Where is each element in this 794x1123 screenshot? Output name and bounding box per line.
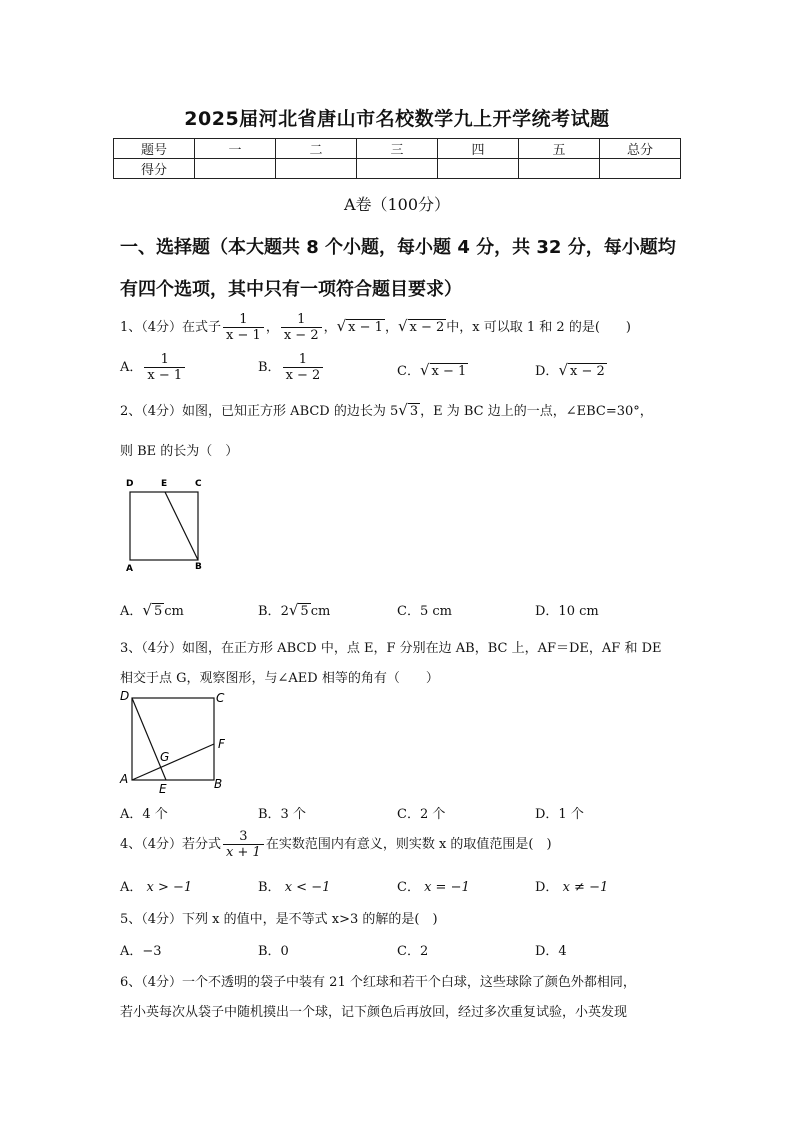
score-table-cell: 四: [438, 139, 519, 159]
q2-option-a: A．√ 5 cm: [120, 601, 184, 619]
q2-option-a-unit: cm: [164, 604, 184, 619]
volume-heading: A卷（100分）: [343, 195, 451, 214]
q5-option-a: A．−3: [120, 944, 162, 959]
q4-fraction: [223, 829, 264, 860]
q1-option-a-label: A．: [120, 360, 143, 375]
q4-den: x + 1: [223, 844, 264, 860]
q3-square: [132, 698, 214, 780]
question-6-line1: 6、（4分）一个不透明的袋子中装有 21 个红球和若干个白球，这些球除了颜色外都相同，: [120, 975, 636, 990]
q2-option-d: D．10 cm: [535, 604, 599, 619]
q1-sqrt-2: √ x − 2: [397, 317, 445, 335]
score-table-cell: 二: [276, 139, 357, 159]
q1-frac2-den: x − 2: [281, 327, 322, 343]
q1-b-num: 1: [298, 352, 308, 367]
score-table-score-row: [114, 159, 681, 179]
q1-option-a: [120, 352, 187, 383]
q1-option-d-radicand: x − 2: [570, 364, 605, 379]
q5-option-c: C．2: [397, 944, 429, 959]
q1-sqrt1-body: x − 1: [348, 320, 383, 335]
q1-option-c: C．√ x − 1: [397, 361, 467, 379]
q2-label-b: B: [195, 562, 202, 572]
q3-option-c: C．2 个: [397, 807, 446, 822]
q4-option-a-value: x > −1: [146, 880, 193, 895]
q1-option-d-label: D．: [535, 364, 559, 379]
q4-prefix: 4、（4分）若分式: [120, 837, 222, 852]
section-heading-line2: 有四个选项，其中只有一项符合题目要求）: [120, 279, 462, 300]
q4-suffix: 在实数范围内有意义，则实数 x 的取值范围是( ): [265, 837, 552, 852]
page-title: 2025届河北省唐山市名校数学九上开学统考试题: [184, 108, 610, 130]
q1-option-c-radicand: x − 1: [431, 364, 467, 379]
question-3-line2: 相交于点 G，观察图形，与∠AED 相等的角有（ ）: [120, 671, 439, 686]
score-table-empty-cell: [276, 159, 357, 179]
q4-option-b: [258, 876, 330, 895]
q4-option-a-label: A．: [120, 880, 143, 895]
score-table-empty-cell: [357, 159, 438, 179]
q5-option-d: D．4: [535, 944, 567, 959]
question-5: 5、（4分）下列 x 的值中，是不等式 x>3 的解的是( ): [120, 912, 438, 927]
q2-option-a-label: A．: [120, 604, 143, 619]
q2-option-b-radicand: 5: [300, 604, 309, 619]
q1-suffix: 中，x 可以取 1 和 2 的是( ): [446, 320, 631, 335]
q2-option-a-radicand: 5: [153, 604, 163, 619]
q4-option-a: [120, 876, 192, 895]
score-table-cell: 总分: [600, 139, 681, 159]
q2-label-e: E: [161, 479, 168, 489]
q3-segment-af: [132, 744, 214, 780]
score-table-empty-cell: [600, 159, 681, 179]
q1-option-c-label: C．: [397, 364, 420, 379]
q3-option-a: A．4 个: [120, 807, 168, 822]
section-heading-line1: 一、选择题（本大题共 8 个小题，每小题 4 分，共 32 分，每小题均: [120, 237, 676, 258]
q3-label-b: B: [214, 777, 223, 791]
q4-num: 3: [239, 829, 248, 844]
q2-option-b-coef: 2: [280, 604, 289, 619]
question-4: [120, 828, 552, 862]
score-table: [113, 138, 681, 179]
score-table-cell: 三: [357, 139, 438, 159]
q4-option-b-label: B．: [258, 880, 281, 895]
q2-text-a: 2、（4分）如图，已知正方形 ABCD 的边长为 5: [120, 404, 399, 419]
question-2-line2: 则 BE 的长为（ ）: [120, 444, 239, 459]
q1-option-a-fraction: [144, 352, 185, 383]
q4-option-d-value: x ≠ −1: [562, 880, 609, 895]
q4-option-c: [397, 876, 470, 895]
q2-label-a: A: [126, 564, 133, 574]
q3-label-f: F: [218, 737, 225, 751]
q2-label-c: C: [195, 479, 202, 489]
q1-frac1-den: x − 1: [223, 327, 264, 343]
q3-label-a: A: [120, 772, 129, 786]
q3-square-figure: [116, 688, 246, 798]
q5-option-b: B．0: [258, 944, 289, 959]
q2-label-d: D: [126, 479, 134, 489]
q1-a-den: x − 1: [144, 367, 185, 383]
score-table-empty-cell: [519, 159, 600, 179]
q1-sep: ，: [384, 320, 398, 335]
q1-fraction-2: [281, 312, 322, 343]
q1-b-den: x − 2: [283, 367, 324, 383]
score-table-cell: 一: [195, 139, 276, 159]
q2-option-c: C．5 cm: [397, 604, 452, 619]
q2-option-b-label: B．: [258, 604, 281, 619]
q1-fraction-1: [223, 312, 264, 343]
question-3-line1: 3、（4分）如图，在正方形 ABCD 中，点 E，F 分别在边 AB，BC 上，AF＝DE，AF 和 DE: [120, 641, 662, 656]
q4-option-c-label: C．: [397, 880, 420, 895]
q3-label-c: C: [216, 691, 225, 705]
q1-prefix: 1、（4分）在式子: [120, 320, 222, 335]
q2-radicand: 3: [409, 404, 419, 419]
q4-option-d-label: D．: [535, 880, 559, 895]
q2-option-b: B．2√ 5 cm: [258, 601, 331, 619]
q1-sqrt-1: √ x − 1: [336, 317, 383, 335]
q4-option-c-value: x = −1: [424, 880, 470, 895]
q1-option-b-label: B．: [258, 360, 281, 375]
q1-sqrt2-body: x − 2: [409, 320, 445, 335]
q1-option-d: D．√ x − 2: [535, 361, 605, 379]
score-table-cell: 五: [519, 139, 600, 159]
q2-segment-be: [165, 492, 198, 560]
question-6-line2: 若小英每次从袋子中随机摸出一个球，记下颜色后再放回，经过多次重复试验，小英发现: [120, 1005, 628, 1020]
q2-square: [130, 492, 198, 560]
q2-text-b: ，E 为 BC 边上的一点，∠EBC=30°，: [420, 404, 653, 419]
question-1: [120, 310, 631, 344]
q3-option-d: D．1 个: [535, 807, 584, 822]
q1-option-b-fraction: [283, 352, 324, 383]
q3-option-b: B．3 个: [258, 807, 306, 822]
score-table-empty-cell: [438, 159, 519, 179]
q1-sep: ，: [265, 320, 279, 335]
q1-sep: ，: [323, 320, 337, 335]
score-table-cell: 题号: [114, 139, 195, 159]
q1-option-b: [258, 352, 325, 383]
q1-a-num: 1: [160, 352, 169, 367]
q2-square-figure: [118, 474, 218, 574]
q4-option-b-value: x < −1: [284, 880, 331, 895]
score-table-empty-cell: [195, 159, 276, 179]
q2-option-b-unit: cm: [310, 604, 331, 619]
q1-frac1-num: 1: [239, 312, 248, 327]
q1-frac2-num: 1: [297, 312, 306, 327]
question-2-line1: 2、（4分）如图，已知正方形 ABCD 的边长为 5√ 3 ，E 为 BC 边上的一点，∠EBC=30°，: [120, 401, 653, 419]
q3-label-e: E: [159, 782, 167, 796]
q4-option-d: [535, 876, 608, 895]
q3-label-g: G: [160, 750, 170, 764]
q3-label-d: D: [120, 689, 130, 703]
score-table-header-row: [114, 139, 681, 159]
score-table-row-label: 得分: [114, 159, 195, 179]
